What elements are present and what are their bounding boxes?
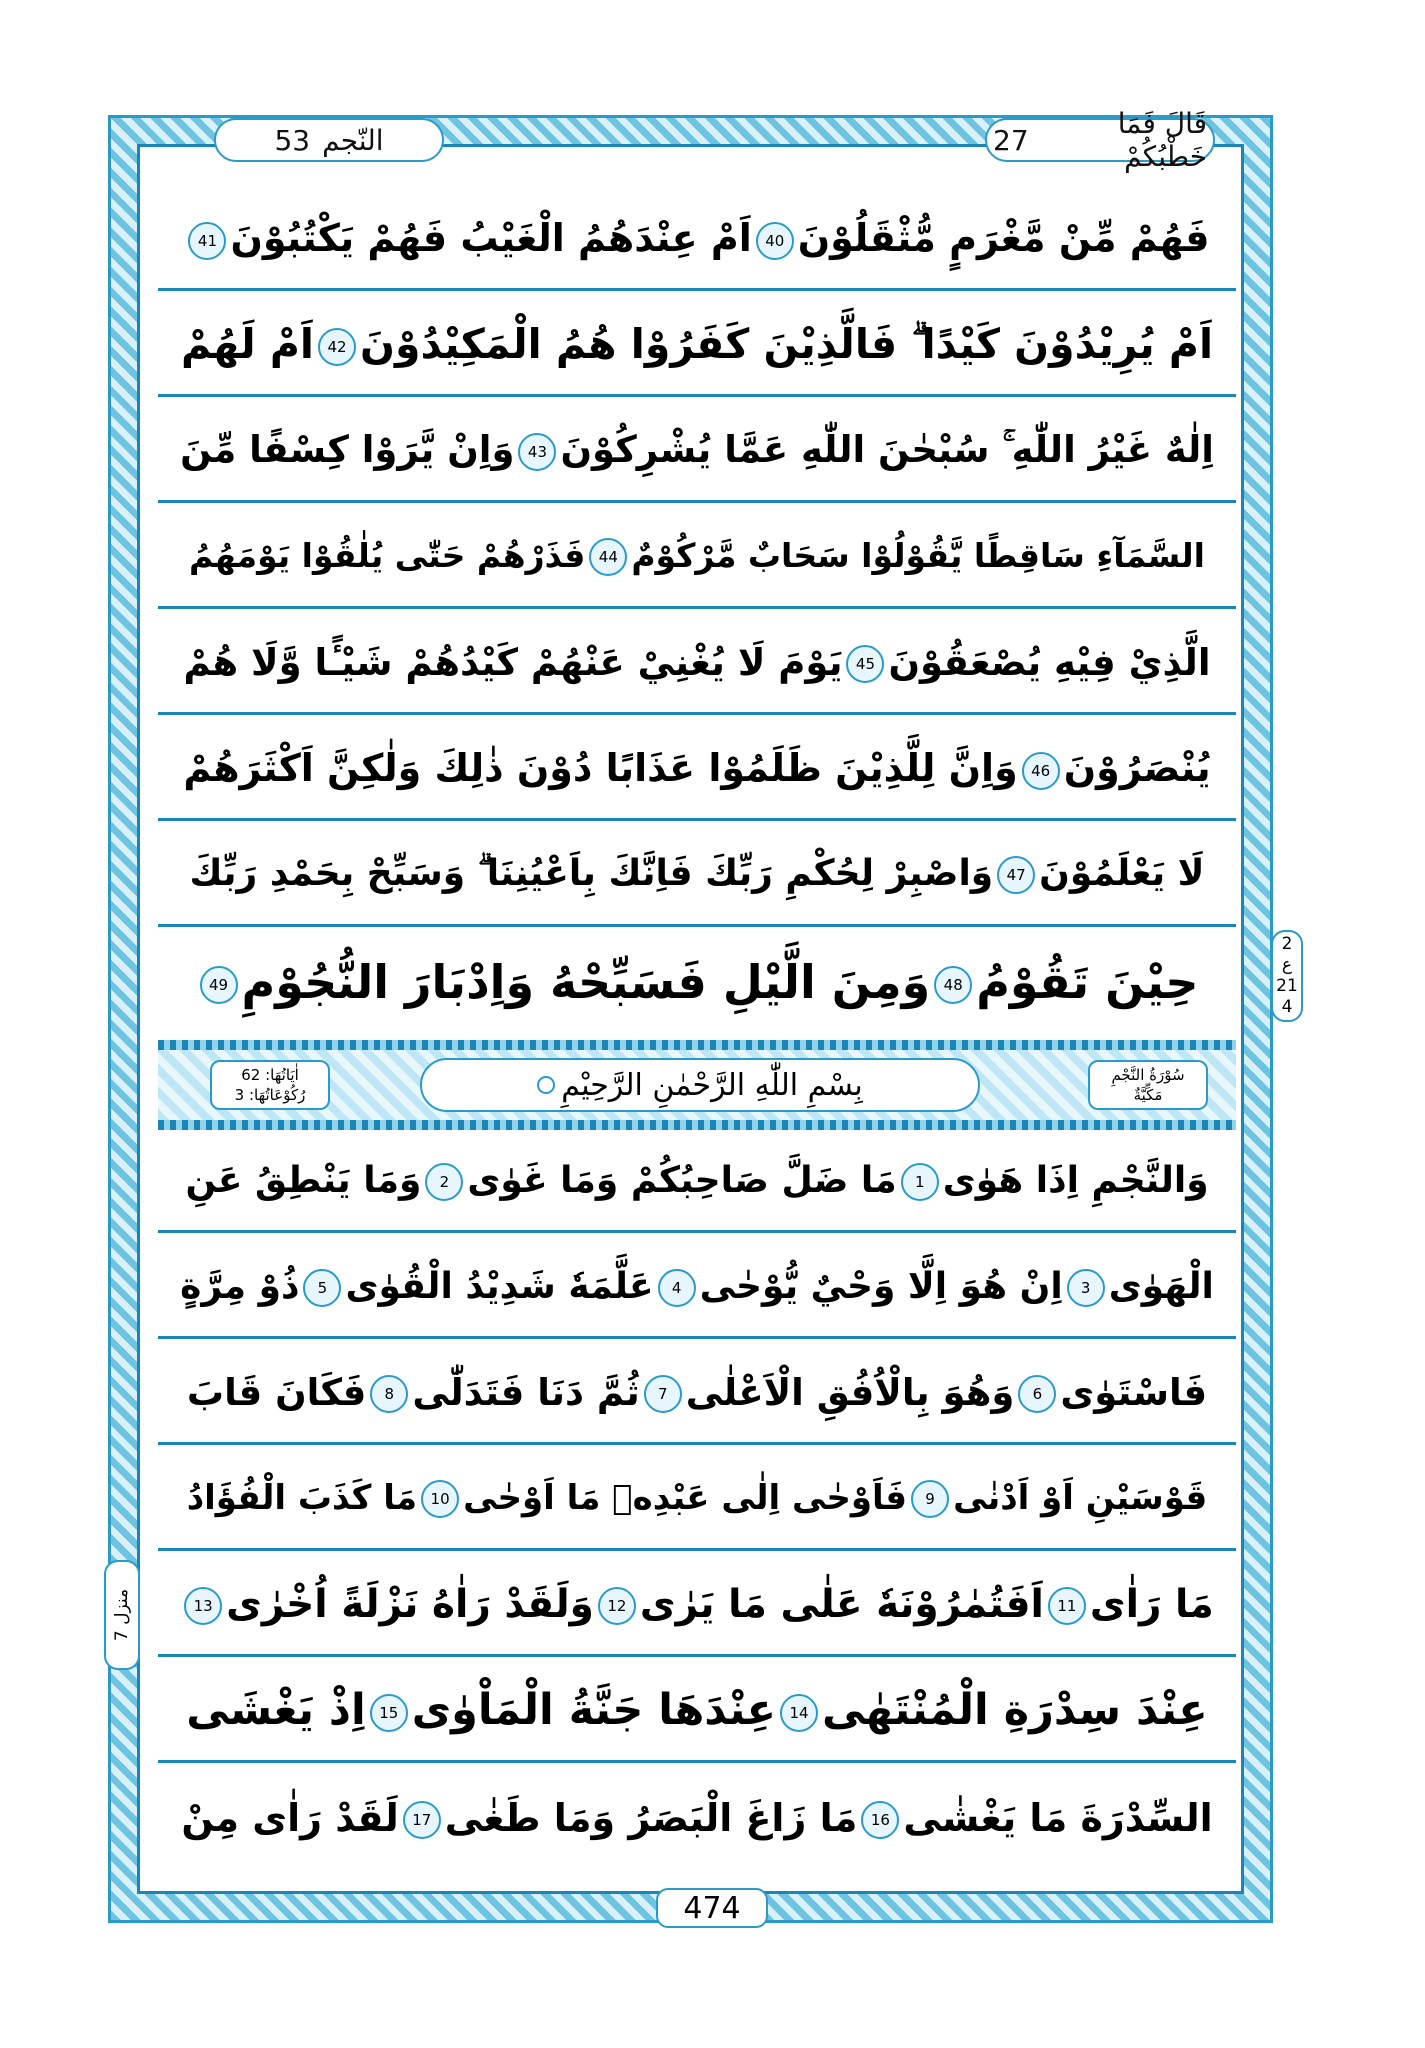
bismillah-text: بِسْمِ اللّٰهِ الرَّحْمٰنِ الرَّحِيْمِ	[561, 1067, 863, 1103]
line-text	[180, 428, 1214, 472]
line-text	[187, 1478, 1208, 1519]
text-line	[158, 930, 1236, 1033]
verse-text: اِلٰهٌ غَيْرُ اللّٰهِ ۚ سُبْحٰنَ اللّٰهِ عَمَّا يُشْرِكُوْنَ	[560, 428, 1214, 471]
verse-number-marker: 4	[658, 1269, 696, 1307]
ruku-letter: ع	[1281, 955, 1293, 975]
text-line	[158, 1342, 1236, 1445]
verse-number-marker: 44	[589, 538, 627, 576]
surah-header	[214, 118, 444, 162]
verse-text: حِيْنَ تَقُوْمُ	[976, 954, 1199, 1009]
verse-number-marker: 3	[1067, 1269, 1105, 1307]
verse-number-marker: 12	[598, 1587, 636, 1625]
verse-text: الَّذِيْ فِيْهِ يُصْعَقُوْنَ	[888, 640, 1211, 684]
verse-text: السِّدْرَةَ مَا يَغْشٰى	[903, 1795, 1213, 1840]
line-text	[180, 1266, 1214, 1307]
verse-text: لَا يَعْلَمُوْنَ	[1039, 853, 1205, 894]
verse-text: اَمْ عِنْدَهُمُ الْغَيْبُ فَهُمْ يَكْتُبُوْنَ	[230, 216, 752, 260]
verse-text: فَهُمْ مِّنْ مَّغْرَمٍ مُّثْقَلُوْنَ	[797, 216, 1210, 260]
verse-number-marker: 16	[861, 1801, 899, 1839]
verse-text: فَاسْتَوٰى	[1060, 1370, 1208, 1414]
verse-number-marker: 13	[184, 1587, 222, 1625]
text-line	[158, 718, 1236, 821]
verse-text: وَهُوَ بِالْاُفُقِ الْاَعْلٰى	[685, 1370, 1015, 1414]
verse-text: وَاِنَّ لِلَّذِيْنَ ظَلَمُوْا عَذَابًا دُوْنَ ذٰلِكَ وَلٰكِنَّ اَكْثَرَهُمْ	[183, 746, 1018, 790]
text-line	[158, 188, 1236, 291]
line-text	[181, 320, 1213, 369]
surah-name: النّجم	[322, 123, 384, 157]
line-text	[184, 216, 1209, 260]
verse-text: فَكَانَ قَابَ	[186, 1370, 367, 1414]
para-header	[985, 107, 1215, 173]
verse-text: عِنْدَ سِدْرَةِ الْمُنْتَهٰى	[822, 1685, 1208, 1735]
line-text	[196, 955, 1199, 1009]
verse-number-marker: 8	[370, 1375, 408, 1413]
line-text	[189, 536, 1205, 577]
verse-text: عِنْدَهَا جَنَّةُ الْمَاْوٰى	[411, 1685, 777, 1735]
text-line	[158, 506, 1236, 609]
text-block-1	[158, 188, 1236, 1040]
verse-number-marker: 7	[644, 1375, 682, 1413]
ruku-top: 2	[1281, 934, 1293, 954]
verse-text: الْهَوٰى	[1108, 1265, 1214, 1307]
verse-text: وَاصْبِرْ لِحُكْمِ رَبِّكَ فَاِنَّكَ بِاَعْيُنِنَا ۗ وَسَبِّحْ بِحَمْدِ رَبِّكَ	[189, 853, 994, 894]
text-line	[158, 294, 1236, 397]
text-line	[158, 612, 1236, 715]
verse-number-marker: 41	[188, 222, 226, 260]
verse-text: وَاِنْ يَّرَوْا كِسْفًا مِّنَ	[180, 428, 515, 471]
ruku-count-label: رُكُوْعَاتُهَا: 3	[234, 1086, 306, 1104]
verse-text: ذُوْ مِرَّةٍ	[180, 1265, 300, 1307]
verse-number-marker: 9	[911, 1480, 949, 1518]
line-text	[180, 1582, 1214, 1627]
verse-text: اِذْ يَغْشَى	[186, 1685, 366, 1735]
verse-text: فَاَوْحٰى اِلٰى عَبْدِهٖ مَا اَوْحٰى	[463, 1477, 908, 1518]
verse-text: وَمِنَ الَّيْلِ فَسَبِّحْهُ وَاِدْبَارَ النُّجُوْمِ	[241, 954, 931, 1009]
text-line	[158, 1660, 1236, 1763]
verse-text: مَا زَاغَ الْبَصَرُ وَمَا طَغٰى	[444, 1795, 858, 1840]
verse-number-marker: 40	[756, 222, 794, 260]
para-name: قَالَ فَمَا خَطْبُكُمْ	[1117, 107, 1207, 173]
surah-number: 53	[274, 123, 311, 157]
text-line	[158, 824, 1236, 927]
text-line	[158, 1236, 1236, 1339]
verse-text: السَّمَآءِ سَاقِطًا يَّقُوْلُوْا سَحَابٌ مَّرْكُوْمٌ	[631, 535, 1205, 575]
text-line	[158, 1766, 1236, 1869]
text-line	[158, 1554, 1236, 1657]
verse-number-marker: 42	[318, 328, 356, 366]
text-block-2	[158, 1130, 1236, 1870]
verse-text: وَالنَّجْمِ اِذَا هَوٰى	[942, 1159, 1209, 1201]
line-text	[186, 1685, 1207, 1735]
line-text	[183, 746, 1210, 790]
verse-text: يُنْصَرُوْنَ	[1063, 746, 1211, 790]
line-text	[181, 1796, 1212, 1840]
verse-text: مَا ضَلَّ صَاحِبُكُمْ وَمَا غَوٰى	[467, 1159, 897, 1201]
verse-number-marker: 48	[934, 966, 972, 1004]
verse-number-marker: 47	[997, 856, 1035, 894]
verse-number-marker: 14	[780, 1694, 818, 1732]
ruku-bottom: 4	[1281, 997, 1293, 1017]
ayat-label: اٰيَاتُهَا: 62	[241, 1066, 299, 1084]
revelation-label: مَكِّيَّةٌ	[1133, 1086, 1163, 1104]
verse-text: وَمَا يَنْطِقُ عَنِ	[185, 1159, 422, 1201]
verse-text: يَوْمَ لَا يُغْنِيْ عَنْهُمْ كَيْدُهُمْ شَيْـًٔا وَّلَا هُمْ	[183, 640, 843, 684]
verse-text: اَمْ يُرِيْدُوْنَ كَيْدًا ۗ فَالَّذِيْنَ كَفَرُوْا هُمُ الْمَكِيْدُوْنَ	[359, 319, 1214, 368]
ruku-middle: 21	[1276, 976, 1298, 996]
verse-text: اَمْ لَهُمْ	[180, 319, 314, 368]
verse-text: قَوْسَيْنِ اَوْ اَدْنٰى	[953, 1477, 1208, 1518]
verse-text: لَقَدْ رَاٰى مِنْ	[181, 1795, 399, 1840]
verse-text: ثُمَّ دَنَا فَتَدَلّٰى	[412, 1370, 640, 1414]
verse-number-marker: 49	[200, 966, 238, 1004]
line-text	[190, 853, 1205, 895]
verse-number-marker: 6	[1018, 1375, 1056, 1413]
verse-text: فَذَرْهُمْ حَتّٰى يُلٰقُوْا يَوْمَهُمُ	[189, 535, 586, 575]
bismillah-box	[420, 1058, 980, 1112]
separator-bottom	[158, 1120, 1236, 1130]
manzil-marker	[104, 1560, 140, 1670]
surah-label: سُوْرَةُ النَّجْمِ	[1111, 1066, 1185, 1084]
para-number: 27	[993, 123, 1029, 157]
text-line	[158, 1130, 1236, 1233]
verse-number-marker: 45	[846, 645, 884, 683]
verse-number-marker: 15	[370, 1694, 408, 1732]
verse-number-marker: 2	[425, 1163, 463, 1201]
surah-info-box	[1088, 1060, 1208, 1110]
verse-number-marker: 43	[518, 433, 556, 471]
line-text	[185, 1160, 1208, 1201]
verse-number-marker: 10	[421, 1480, 459, 1518]
page-number: 474	[656, 1888, 768, 1928]
verse-text: عَلَّمَهٗ شَدِيْدُ الْقُوٰى	[345, 1265, 654, 1307]
verse-number-marker: 17	[403, 1801, 441, 1839]
verse-number-marker: 46	[1022, 752, 1060, 790]
separator-top	[158, 1040, 1236, 1050]
ring-icon	[537, 1076, 555, 1094]
verse-text: وَلَقَدْ رَاٰهُ نَزْلَةً اُخْرٰى	[226, 1581, 594, 1627]
verse-text: مَا كَذَبَ الْفُؤَادُ	[186, 1477, 418, 1518]
ayat-info-box	[210, 1060, 330, 1110]
verse-text: اِنْ هُوَ اِلَّا وَحْيٌ يُّوْحٰى	[699, 1265, 1063, 1307]
verse-number-marker: 11	[1048, 1587, 1086, 1625]
text-line	[158, 400, 1236, 503]
verse-number-marker: 1	[901, 1163, 939, 1201]
verse-number-marker: 5	[303, 1269, 341, 1307]
verse-text: اَفَتُمٰرُوْنَهٗ عَلٰى مَا يَرٰى	[639, 1581, 1044, 1627]
line-text	[183, 641, 1210, 684]
verse-text: مَا رَاٰى	[1089, 1581, 1214, 1627]
line-text	[187, 1371, 1207, 1414]
manzil-text: منزل 7	[112, 1588, 133, 1642]
text-line	[158, 1448, 1236, 1551]
ruku-marker	[1271, 930, 1303, 1022]
